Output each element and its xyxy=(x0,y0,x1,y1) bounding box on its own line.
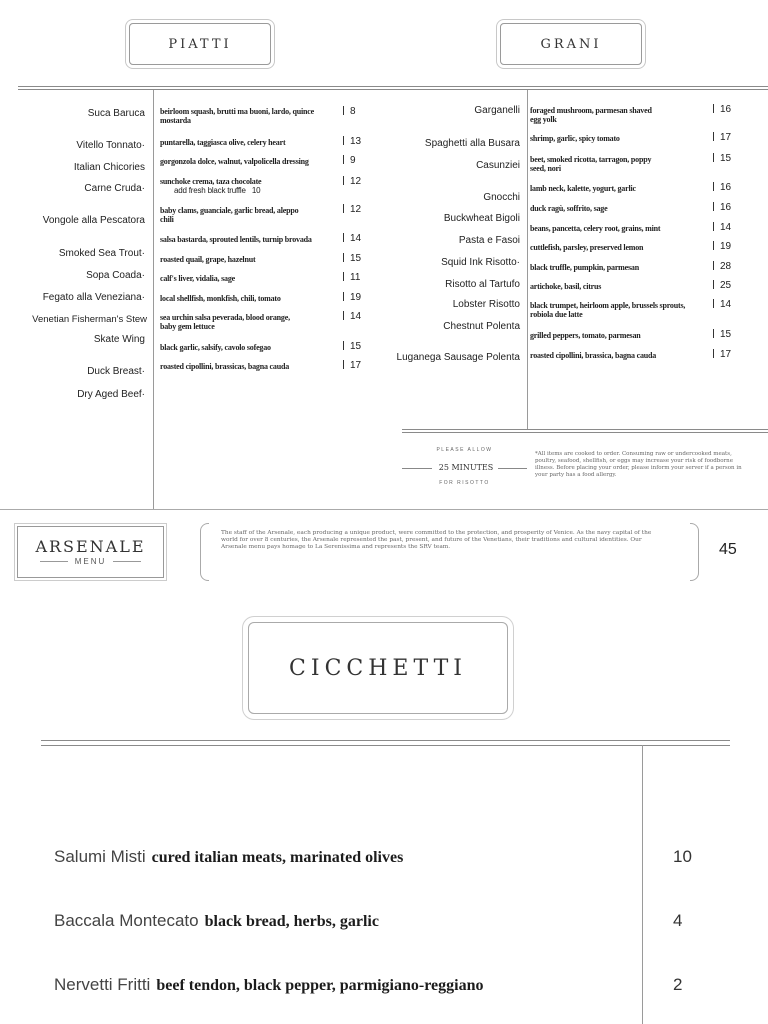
grani-desc-6: beans, pancetta, celery root, grains, mint xyxy=(530,224,661,233)
piatti-price-6: 14 xyxy=(343,233,361,244)
grani-price-6: 14 xyxy=(713,222,731,233)
grani-dish-8: Risotto al Tartufo xyxy=(445,279,520,290)
grani-price-10: 14 xyxy=(713,299,731,310)
piatti-desc-12: roasted cipollini, brassicas, bagna cauda xyxy=(160,362,290,371)
piatti-price-3: 9 xyxy=(343,155,356,166)
piatti-dish-12: Dry Aged Beef· xyxy=(77,389,145,400)
grani-desc-5: duck ragù, soffrito, sage xyxy=(530,204,608,213)
piatti-desc-5: baby clams, guanciale, garlic bread, aleppo chili xyxy=(160,206,299,224)
piatti-desc-2: puntarella, taggiasca olive, celery heart xyxy=(160,138,286,147)
piatti-dish-2: Vitello Tonnato· xyxy=(76,140,145,151)
piatti-dish-5: Vongole alla Pescatora xyxy=(42,215,145,226)
risotto-badge-middle: 25 MINUTES xyxy=(438,463,494,472)
piatti-extra-4: add fresh black truffle 10 xyxy=(174,186,261,195)
grani-dish-3: Casunziei xyxy=(476,160,520,171)
grani-desc-10: black trumpet, heirloom apple, brussels sprouts, robiola due latte xyxy=(530,301,686,319)
grani-dish-4: Gnocchi xyxy=(483,192,520,203)
grani-divider xyxy=(527,90,528,430)
cicchetti-header xyxy=(248,622,508,714)
cicchetti-desc-2: black bread, herbs, garlic xyxy=(204,913,379,930)
top-rule-2 xyxy=(18,89,768,90)
left-brace xyxy=(200,523,209,581)
piatti-dish-4: Carne Cruda· xyxy=(84,183,145,194)
piatti-price-8: 11 xyxy=(343,272,360,283)
grani-title: GRANI xyxy=(540,36,602,52)
cicchetti-price-2: 4 xyxy=(673,911,683,930)
badge-line-right xyxy=(498,468,527,469)
grani-price-5: 16 xyxy=(713,202,731,213)
piatti-price-12: 17 xyxy=(343,360,361,371)
grani-price-2: 17 xyxy=(713,132,731,143)
cicchetti-name-2: Baccala Montecato xyxy=(54,911,199,930)
grani-dish-9: Lobster Risotto xyxy=(452,299,520,310)
grani-dish-7: Squid Ink Risotto· xyxy=(441,257,520,268)
piatti-desc-4: sunchoke crema, taza chocolate xyxy=(160,177,262,186)
grani-desc-11: grilled peppers, tomato, parmesan xyxy=(530,331,641,340)
piatti-desc-10: sea urchin salsa peverada, blood orange, baby gem lettuce xyxy=(160,313,290,331)
grani-price-1: 16 xyxy=(713,104,731,115)
grani-desc-7: cuttlefish, parsley, preserved lemon xyxy=(530,243,644,252)
grani-desc-3: beet, smoked ricotta, tarragon, poppy seed, nori xyxy=(530,155,652,173)
piatti-divider xyxy=(153,90,154,510)
arsenale-box xyxy=(17,526,164,578)
grani-price-11: 15 xyxy=(713,329,731,340)
grani-desc-1: foraged mushroom, parmesan shaved egg yolk xyxy=(530,106,652,124)
cicchetti-name-3: Nervetti Fritti xyxy=(54,975,151,994)
piatti-header xyxy=(129,23,271,65)
notice-rule-2 xyxy=(402,432,768,433)
piatti-desc-7: roasted quail, grape, hazelnut xyxy=(160,255,256,264)
cicchetti-price-1: 10 xyxy=(673,847,692,866)
grani-desc-12: roasted cipollini, brassica, bagna cauda xyxy=(530,351,657,360)
piatti-desc-11: black garlic, salsify, cavolo sofegao xyxy=(160,343,271,352)
piatti-dish-11: Duck Breast· xyxy=(87,366,145,377)
cicchetti-title: CICCHETTI xyxy=(289,655,467,681)
grani-price-12: 17 xyxy=(713,349,731,360)
piatti-price-2: 13 xyxy=(343,136,361,147)
badge-line-left xyxy=(402,468,432,469)
piatti-dish-1: Suca Baruca xyxy=(87,108,145,119)
grani-dish-5: Buckwheat Bigoli xyxy=(443,213,520,224)
grani-price-8: 28 xyxy=(713,261,731,272)
grani-dish-1: Garganelli xyxy=(474,105,520,116)
grani-desc-8: black truffle, pumpkin, parmesan xyxy=(530,263,639,272)
risotto-badge xyxy=(402,444,527,492)
grani-desc-9: artichoke, basil, citrus xyxy=(530,282,602,291)
cicchetti-item-2 xyxy=(54,911,379,931)
cicchetti-rule xyxy=(41,740,730,741)
piatti-price-9: 19 xyxy=(343,292,361,303)
cicchetti-item-1 xyxy=(54,847,403,867)
cicchetti-desc-3: beef tendon, black pepper, parmigiano-reggiano xyxy=(156,977,484,994)
piatti-desc-3: gorgonzola dolce, walnut, valpolicella dressing xyxy=(160,157,309,166)
arsenale-line-right xyxy=(113,561,141,562)
allergy-disclaimer: *All items are cooked to order. Consuming raw or undercooked meats, poultry, seafood, shellfish, or eggs may increase your risk of foodborne illness. Before placing your order, please inform your server if a person in your party has a food allergy. xyxy=(535,451,742,478)
grani-desc-4: lamb neck, kalette, yogurt, garlic xyxy=(530,184,636,193)
piatti-price-5: 12 xyxy=(343,204,361,215)
cicchetti-price-3: 2 xyxy=(673,975,683,994)
risotto-badge-bottom: FOR RISOTTO xyxy=(439,480,490,486)
grani-dish-2: Spaghetti alla Busara xyxy=(424,138,520,149)
piatti-price-11: 15 xyxy=(343,341,361,352)
piatti-dish-8: Fegato alla Veneziana· xyxy=(42,292,145,303)
piatti-price-10: 14 xyxy=(343,311,361,322)
arsenale-rule xyxy=(0,509,768,510)
grani-dish-10: Chestnut Polenta xyxy=(443,321,520,332)
arsenale-subtitle: MENU xyxy=(74,557,107,566)
piatti-dish-3: Italian Chicories xyxy=(73,162,145,173)
piatti-desc-1: beirloom squash, brutti ma buoni, lardo, quince mostarda xyxy=(160,107,314,125)
piatti-price-7: 15 xyxy=(343,253,361,264)
cicchetti-item-3 xyxy=(54,975,483,995)
piatti-dish-6: Smoked Sea Trout· xyxy=(58,248,145,259)
top-rule xyxy=(18,86,768,87)
cicchetti-desc-1: cured italian meats, marinated olives xyxy=(151,849,404,866)
grani-price-4: 16 xyxy=(713,182,731,193)
arsenale-description: The staff of the Arsenale, each producing a unique product, were committed to the protection, and prosperity of Venice. As the navy capital of the world for over 8 centuries, the Arsenale represented the past, present, and future of the Venetians, their traditions and cultural identities. Our Arsenale menu pays homage to La Serenissima and represents the SRV team. xyxy=(221,530,652,550)
grani-desc-2: shrimp, garlic, spicy tomato xyxy=(530,134,620,143)
piatti-title: PIATTI xyxy=(168,36,232,52)
piatti-dish-7: Sopa Coada· xyxy=(86,270,145,281)
piatti-dish-10: Skate Wing xyxy=(93,334,145,345)
grani-price-7: 19 xyxy=(713,241,731,252)
grani-price-3: 15 xyxy=(713,153,731,164)
arsenale-price: 45 xyxy=(719,541,737,558)
piatti-price-4: 12 xyxy=(343,176,361,187)
arsenale-title: ARSENALE xyxy=(35,537,146,556)
piatti-desc-8: calf's liver, vidalia, sage xyxy=(160,274,235,283)
grani-header xyxy=(500,23,642,65)
risotto-badge-top: PLEASE ALLOW xyxy=(436,447,493,453)
right-brace xyxy=(690,523,699,581)
grani-dish-11: Luganega Sausage Polenta xyxy=(396,352,520,363)
cicchetti-name-1: Salumi Misti xyxy=(54,847,146,866)
piatti-desc-9: local shellfish, monkfish, chili, tomato xyxy=(160,294,281,303)
cicchetti-rule-2 xyxy=(41,745,730,746)
notice-rule xyxy=(402,429,768,430)
piatti-dish-9: Venetian Fisherman's Stew xyxy=(32,314,147,325)
grani-price-9: 25 xyxy=(713,280,731,291)
piatti-price-1: 8 xyxy=(343,106,356,117)
piatti-desc-6: salsa bastarda, sprouted lentils, turnip brovada xyxy=(160,235,312,244)
grani-dish-6: Pasta e Fasoi xyxy=(458,235,520,246)
cicchetti-divider xyxy=(642,745,643,1024)
